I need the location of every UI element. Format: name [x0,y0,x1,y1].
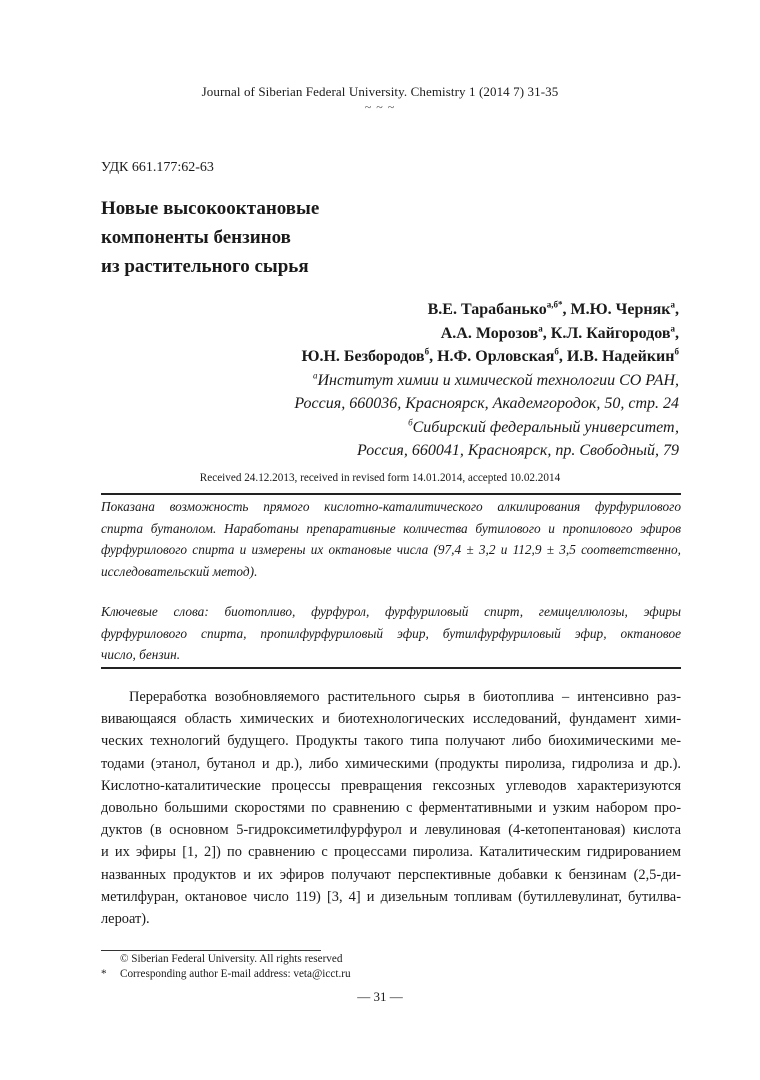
affiliation-line: Россия, 660041, Красноярск, пр. Свободный, 79 [357,442,679,459]
affiliation-text: Сибирский федеральный университет, [412,418,679,436]
keywords [101,601,681,666]
body-line: тодами (этанол, бутанол и др.), либо химическими (продукты пиролиза, гидролиза и др.). [101,755,681,772]
abstract-bottom-rule [101,667,681,669]
keywords-line: фурфурилового спирта, пропилфурфуриловый эфир, бутилфурфуриловый эфир, октановое [101,625,681,641]
author-name: К.Л. Кайгородов [550,324,671,342]
footnote-text: Corresponding author E-mail address: veta@icct.ru [120,968,351,980]
udk-code: УДК 661.177:62-63 [101,160,214,175]
header-ornament: ~ ~ ~ [364,100,396,114]
abstract [101,496,681,582]
author-sup: а,б* [546,299,563,310]
author-line: В.Е. Тарабанько$^{а,б*}$, М.Ю. Черняк$^а$, [427,299,679,318]
body-line: Кислотно-каталитические процессы превращения гексозных углеводов характеризуются [101,777,681,794]
author-sup: б [424,346,430,357]
author-name: М.Ю. Черняк [570,301,671,318]
author-name: В.Е. Тарабанько [427,301,547,318]
author-sup: б [674,346,679,357]
body-line: вивающаяся область химических и биотехнологических исследований, фундамент хими- [101,711,681,728]
footnote-corresponding [101,968,351,980]
abstract-line: исследовательский метод). [101,563,258,579]
author-line: А.А. Морозов$^а$, К.Л. Кайгородов$^а$, [440,323,679,342]
body-line: метилфуран, октановое число 119) [3, 4] и дизельным топливам (бутиллевулинат, бутилва- [101,888,681,905]
journal-header: Journal of Siberian Federal University. Chemistry 1 (2014 7) 31-35 [201,84,559,99]
body-line: Переработка возобновляемого растительного сырья в биотоплива – интенсивно раз- [129,689,681,705]
footnote-rule [101,950,321,951]
footnote-text: © Siberian Federal University. All rights reserved [120,953,343,965]
abstract-line: Показана возможность прямого кислотно-каталитического алкилирования фурфурилового [101,499,681,514]
author-sup: а [538,323,543,334]
title-line: Новые высокооктановые [101,198,320,219]
body-line: названных продуктов и их эфиров получают перспективные добавки к бензинам (2,5-ди- [101,866,681,883]
author-name: А.А. Морозов [440,324,539,342]
author-block [119,298,679,463]
affiliation-text: Институт химии и химической технологии СО РАН, [317,371,679,389]
author-name: Н.Ф. Орловская [437,348,555,365]
title-line: компоненты бензинов [101,227,291,248]
keywords-line: Ключевые слова: биотопливо, фурфурол, фурфуриловый спирт, гемицеллюлозы, эфиры [101,604,681,619]
affiliation-sup: б [408,417,413,428]
body-line: лероат). [101,911,150,928]
author-sup: а [670,323,675,334]
affiliation-line [119,416,679,440]
keywords-line: число, бензин. [101,647,181,662]
received-dates: Received 24.12.2013, received in revised form 14.01.2014, accepted 10.02.2014 [199,472,561,484]
abstract-line: спирта бутанолом. Наработаны препаративные количества бутилового и пропилового эфиров [101,520,681,536]
body-line: ческих технологий будущего. Продукты такого типа получают либо биохимическими ме- [101,733,681,750]
author-sup: б [554,346,559,357]
author-line: Ю.Н. Безбородов$^б$, Н.Ф. Орловская$^б$, И.В. Надейкин$^б$ [301,346,679,365]
abstract-top-rule [101,493,681,495]
body-line: и их эфиры [1, 2]) по сравнению с процессами пиролиза. Каталитическим гидрированием [101,844,681,861]
affiliation-line [119,369,679,393]
body-line: довольно большими скоростями по сравнению с ферментативными и узким набором про- [101,800,681,817]
abstract-line: фурфурилового спирта и измерены их октановые числа (97,4 ± 3,2 и 112,9 ± 3,5 соответственно, [101,542,681,557]
author-name: Ю.Н. Безбородов [301,348,425,365]
article-title [101,194,441,281]
title-line: из растительного сырья [101,256,309,277]
body-line: дуктов (в основном 5-гидроксиметилфурфурол и левулиновая (4-кетопентановая) кислота [101,822,681,839]
affiliation-line: Россия, 660036, Красноярск, Академгородок, 50, стр. 24 [294,395,679,412]
author-sup: а [670,299,675,310]
author-name: И.В. Надейкин [566,348,675,365]
footnote-copyright [101,953,342,965]
body-paragraph [101,686,681,930]
affiliation-sup: а [312,370,318,381]
footnote-mark: * [101,968,107,980]
page-number: — 31 — [357,989,403,1004]
